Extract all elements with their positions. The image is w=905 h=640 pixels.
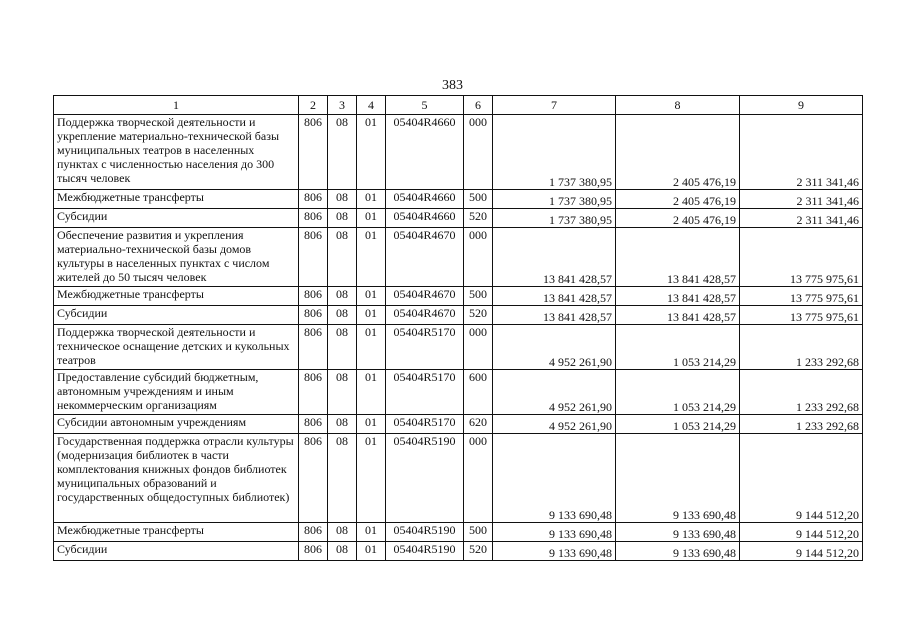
cell-c2: 806 xyxy=(299,287,328,306)
row-name: Поддержка творческой деятельности и укрепление материально-технической базы муниципальных театров в населенных пунктах с численностью населения до 300 тысяч человек xyxy=(54,115,299,190)
cell-c5: 05404R4660 xyxy=(386,209,464,228)
cell-c9: 1 233 292,68 xyxy=(740,415,863,434)
cell-c2: 806 xyxy=(299,325,328,370)
cell-c6: 000 xyxy=(464,228,493,287)
cell-c4: 01 xyxy=(357,287,386,306)
cell-c2: 806 xyxy=(299,115,328,190)
cell-c5: 05404R5170 xyxy=(386,370,464,415)
cell-c8: 9 133 690,48 xyxy=(616,542,740,561)
cell-c8: 13 841 428,57 xyxy=(616,306,740,325)
column-header: 2 xyxy=(299,96,328,115)
cell-c5: 05404R4660 xyxy=(386,190,464,209)
cell-c7: 4 952 261,90 xyxy=(493,415,616,434)
cell-c4: 01 xyxy=(357,542,386,561)
cell-c9: 2 311 341,46 xyxy=(740,115,863,190)
row-name: Субсидии xyxy=(54,306,299,325)
cell-c7: 9 133 690,48 xyxy=(493,542,616,561)
cell-c2: 806 xyxy=(299,523,328,542)
table-row xyxy=(54,228,863,287)
column-header: 1 xyxy=(54,96,299,115)
cell-c8: 13 841 428,57 xyxy=(616,287,740,306)
cell-c5: 05404R5170 xyxy=(386,325,464,370)
cell-c8: 1 053 214,29 xyxy=(616,370,740,415)
cell-c5: 05404R5190 xyxy=(386,523,464,542)
cell-c6: 520 xyxy=(464,306,493,325)
column-header: 6 xyxy=(464,96,493,115)
cell-c8: 1 053 214,29 xyxy=(616,415,740,434)
header-row xyxy=(54,96,863,115)
cell-c6: 500 xyxy=(464,190,493,209)
cell-c2: 806 xyxy=(299,306,328,325)
row-name: Межбюджетные трансферты xyxy=(54,190,299,209)
table-row xyxy=(54,209,863,228)
cell-c4: 01 xyxy=(357,370,386,415)
cell-c7: 1 737 380,95 xyxy=(493,209,616,228)
cell-c6: 520 xyxy=(464,209,493,228)
cell-c7: 13 841 428,57 xyxy=(493,228,616,287)
cell-c2: 806 xyxy=(299,415,328,434)
column-header: 7 xyxy=(493,96,616,115)
cell-c6: 500 xyxy=(464,523,493,542)
column-header: 3 xyxy=(328,96,357,115)
cell-c3: 08 xyxy=(328,370,357,415)
row-name: Обеспечение развития и укрепления материально-технической базы домов культуры в населенных пунктах с числом жителей до 50 тысяч человек xyxy=(54,228,299,287)
cell-c9: 2 311 341,46 xyxy=(740,209,863,228)
column-header: 4 xyxy=(357,96,386,115)
cell-c9: 1 233 292,68 xyxy=(740,325,863,370)
cell-c7: 1 737 380,95 xyxy=(493,190,616,209)
row-name: Субсидии автономным учреждениям xyxy=(54,415,299,434)
row-name: Межбюджетные трансферты xyxy=(54,287,299,306)
cell-c7: 9 133 690,48 xyxy=(493,523,616,542)
table-row xyxy=(54,115,863,190)
cell-c6: 620 xyxy=(464,415,493,434)
cell-c8: 2 405 476,19 xyxy=(616,209,740,228)
page-number: 383 xyxy=(442,78,463,93)
cell-c8: 2 405 476,19 xyxy=(616,115,740,190)
cell-c5: 05404R4660 xyxy=(386,115,464,190)
cell-c8: 9 133 690,48 xyxy=(616,523,740,542)
cell-c9: 9 144 512,20 xyxy=(740,542,863,561)
cell-c6: 500 xyxy=(464,287,493,306)
cell-c9: 9 144 512,20 xyxy=(740,434,863,523)
column-header: 9 xyxy=(740,96,863,115)
cell-c4: 01 xyxy=(357,434,386,523)
table-row xyxy=(54,415,863,434)
column-header: 5 xyxy=(386,96,464,115)
row-name: Субсидии xyxy=(54,209,299,228)
cell-c9: 9 144 512,20 xyxy=(740,523,863,542)
row-name: Предоставление субсидий бюджетным, автономным учреждениям и иным некоммерческим организациям xyxy=(54,370,299,415)
cell-c2: 806 xyxy=(299,228,328,287)
table-row xyxy=(54,542,863,561)
cell-c7: 4 952 261,90 xyxy=(493,325,616,370)
cell-c7: 13 841 428,57 xyxy=(493,306,616,325)
cell-c4: 01 xyxy=(357,228,386,287)
cell-c3: 08 xyxy=(328,434,357,523)
cell-c8: 1 053 214,29 xyxy=(616,325,740,370)
cell-c5: 05404R4670 xyxy=(386,228,464,287)
table-row xyxy=(54,523,863,542)
cell-c2: 806 xyxy=(299,542,328,561)
row-name: Субсидии xyxy=(54,542,299,561)
cell-c5: 05404R4670 xyxy=(386,287,464,306)
cell-c3: 08 xyxy=(328,415,357,434)
cell-c4: 01 xyxy=(357,415,386,434)
cell-c4: 01 xyxy=(357,115,386,190)
cell-c2: 806 xyxy=(299,434,328,523)
cell-c4: 01 xyxy=(357,209,386,228)
row-name: Поддержка творческой деятельности и техническое оснащение детских и кукольных театров xyxy=(54,325,299,370)
cell-c3: 08 xyxy=(328,228,357,287)
cell-c5: 05404R5190 xyxy=(386,434,464,523)
cell-c7: 4 952 261,90 xyxy=(493,370,616,415)
cell-c7: 9 133 690,48 xyxy=(493,434,616,523)
cell-c3: 08 xyxy=(328,523,357,542)
cell-c7: 13 841 428,57 xyxy=(493,287,616,306)
budget-table xyxy=(53,95,863,561)
cell-c4: 01 xyxy=(357,523,386,542)
cell-c2: 806 xyxy=(299,190,328,209)
cell-c3: 08 xyxy=(328,115,357,190)
cell-c6: 000 xyxy=(464,115,493,190)
cell-c8: 9 133 690,48 xyxy=(616,434,740,523)
table-row xyxy=(54,190,863,209)
table-row xyxy=(54,325,863,370)
cell-c4: 01 xyxy=(357,190,386,209)
cell-c9: 1 233 292,68 xyxy=(740,370,863,415)
cell-c6: 000 xyxy=(464,325,493,370)
cell-c9: 13 775 975,61 xyxy=(740,228,863,287)
cell-c7: 1 737 380,95 xyxy=(493,115,616,190)
cell-c4: 01 xyxy=(357,325,386,370)
cell-c3: 08 xyxy=(328,325,357,370)
cell-c3: 08 xyxy=(328,542,357,561)
cell-c9: 2 311 341,46 xyxy=(740,190,863,209)
cell-c3: 08 xyxy=(328,190,357,209)
cell-c6: 600 xyxy=(464,370,493,415)
cell-c3: 08 xyxy=(328,287,357,306)
cell-c8: 2 405 476,19 xyxy=(616,190,740,209)
cell-c9: 13 775 975,61 xyxy=(740,306,863,325)
cell-c6: 000 xyxy=(464,434,493,523)
column-header: 8 xyxy=(616,96,740,115)
cell-c5: 05404R5190 xyxy=(386,542,464,561)
cell-c2: 806 xyxy=(299,209,328,228)
table-row xyxy=(54,306,863,325)
cell-c2: 806 xyxy=(299,370,328,415)
cell-c4: 01 xyxy=(357,306,386,325)
cell-c5: 05404R5170 xyxy=(386,415,464,434)
table-row xyxy=(54,434,863,523)
cell-c6: 520 xyxy=(464,542,493,561)
cell-c9: 13 775 975,61 xyxy=(740,287,863,306)
cell-c5: 05404R4670 xyxy=(386,306,464,325)
table-row xyxy=(54,287,863,306)
cell-c3: 08 xyxy=(328,306,357,325)
row-name: Государственная поддержка отрасли культуры (модернизация библиотек в части комплектования книжных фондов библиотек муниципальных образований и государственных общедоступных библиотек) xyxy=(54,434,299,523)
cell-c3: 08 xyxy=(328,209,357,228)
table-row xyxy=(54,370,863,415)
cell-c8: 13 841 428,57 xyxy=(616,228,740,287)
row-name: Межбюджетные трансферты xyxy=(54,523,299,542)
